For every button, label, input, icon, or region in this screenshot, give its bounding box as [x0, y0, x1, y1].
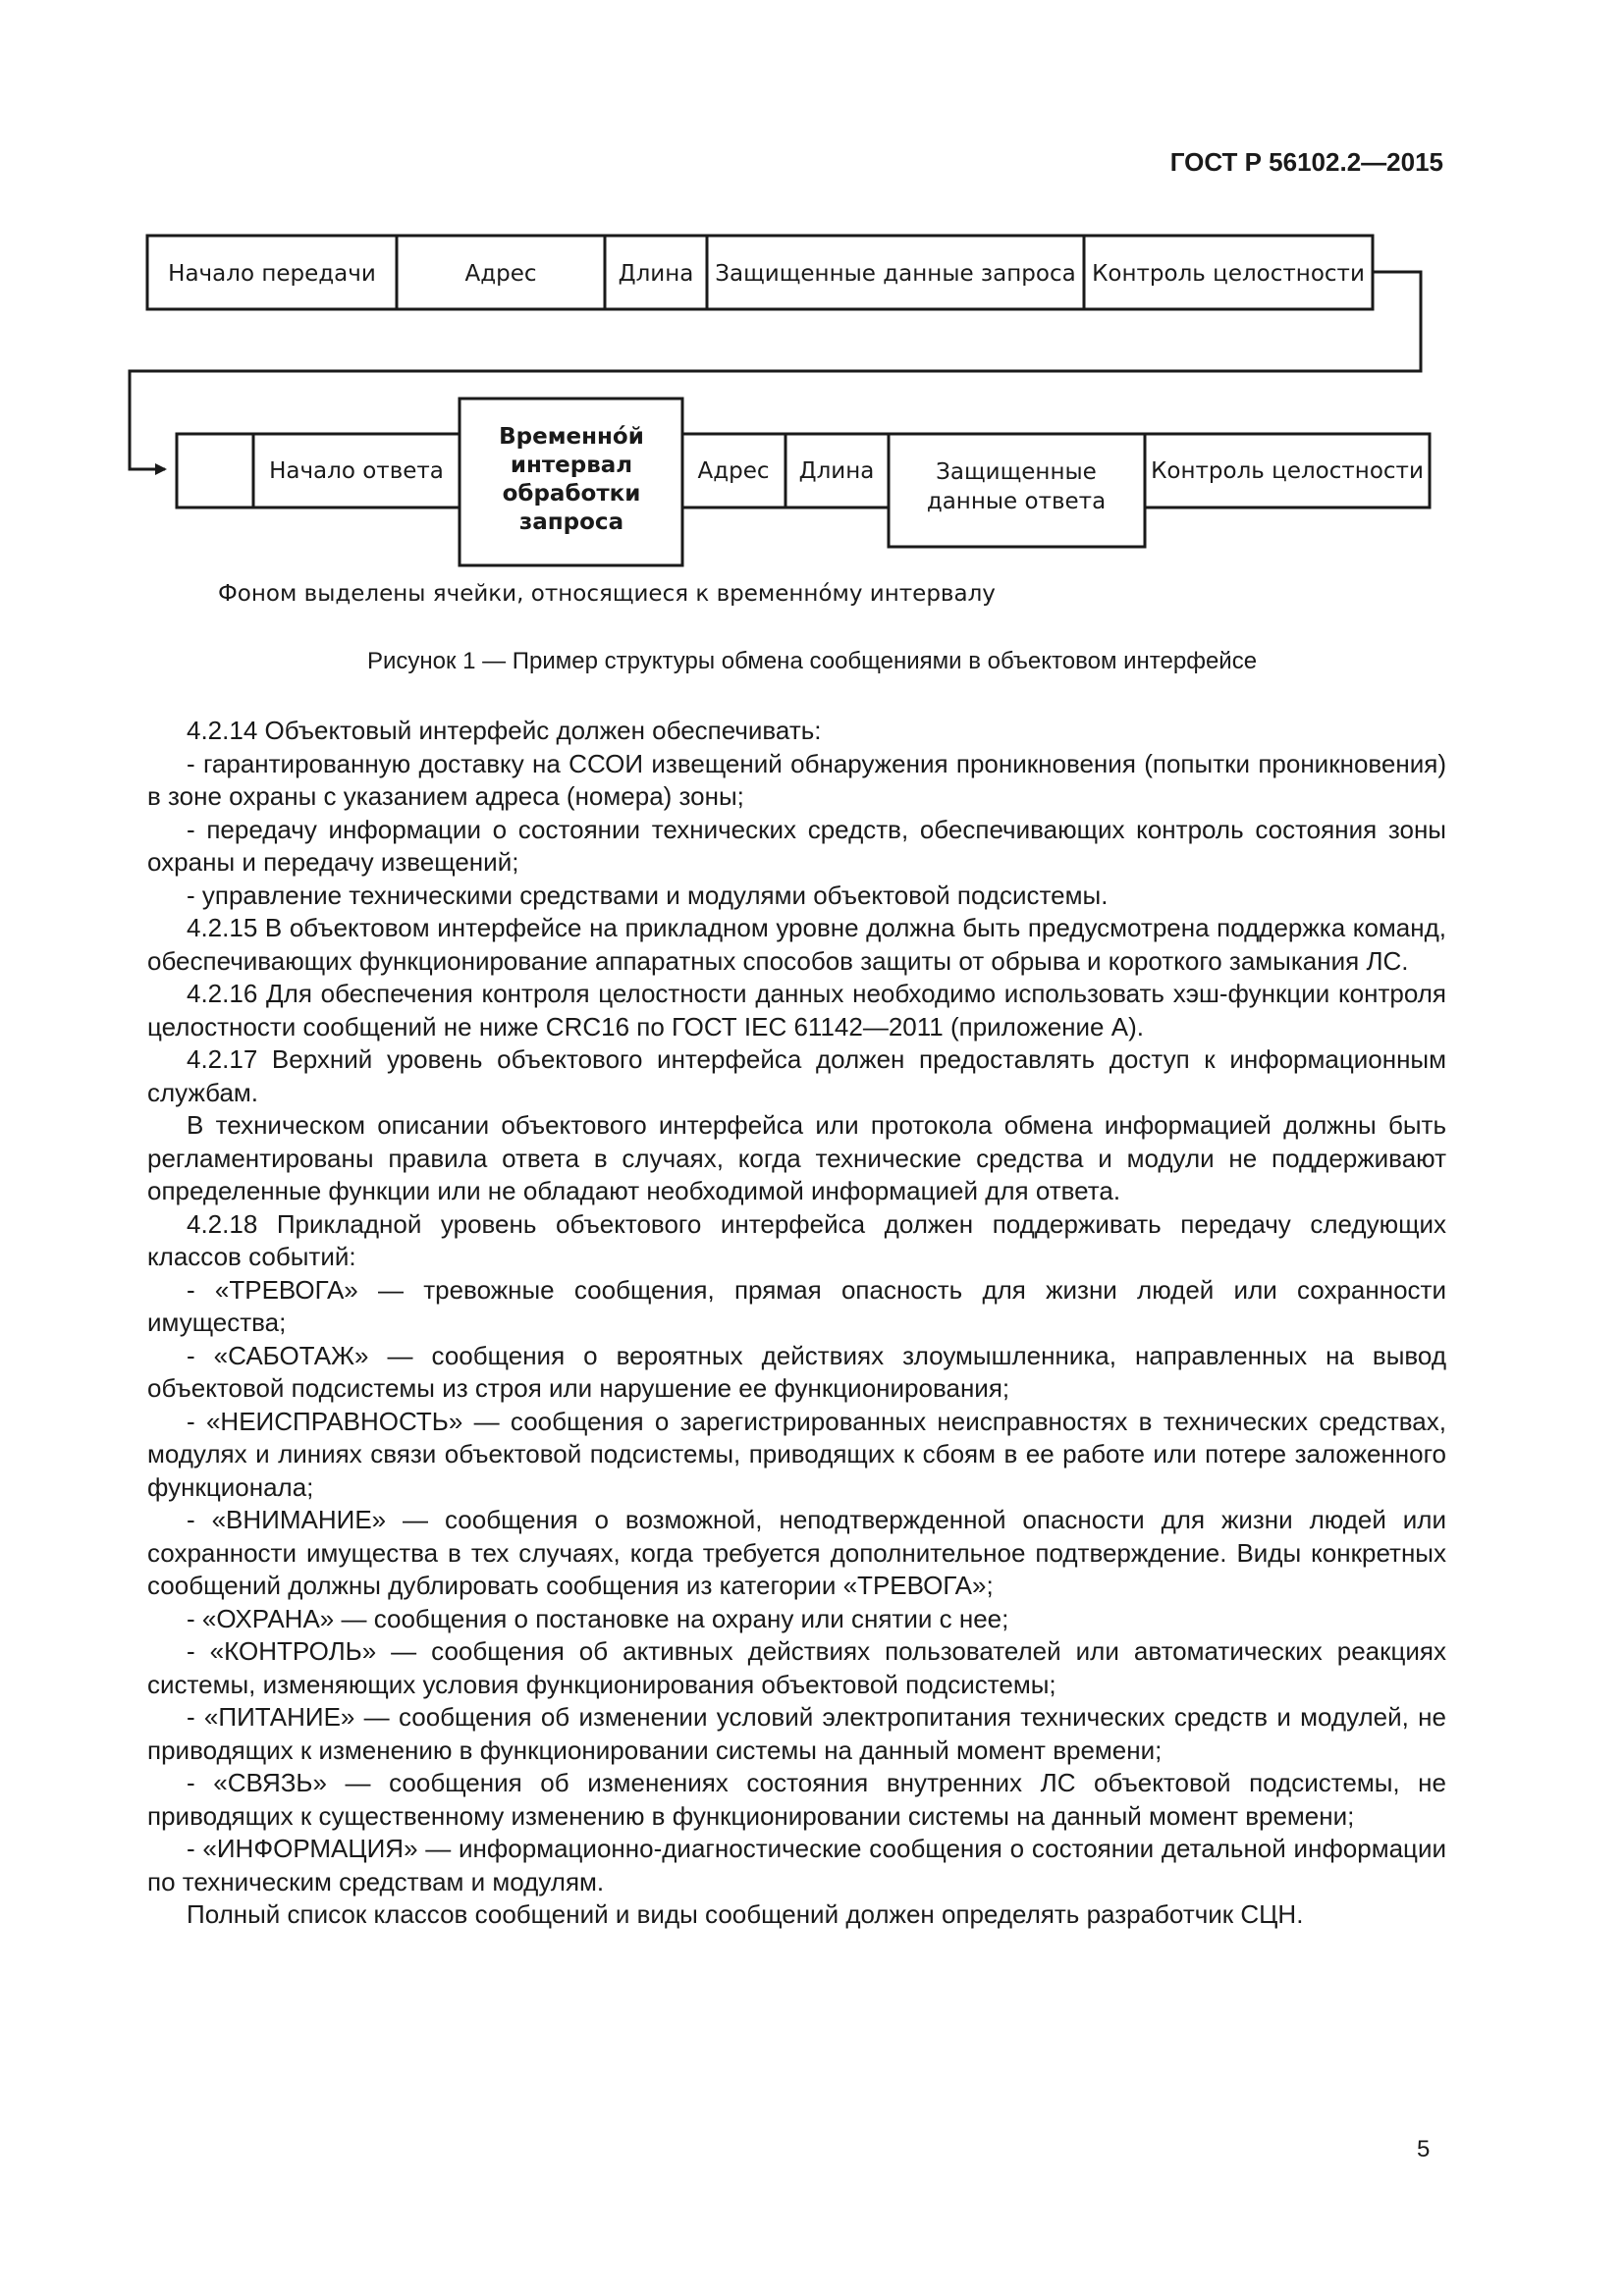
page-number: 5 — [1417, 2136, 1431, 2163]
figure-caption: Рисунок 1 — Пример структуры обмена сообщениями в объектовом интерфейсе — [366, 648, 1258, 674]
cell-response-integrity: Контроль целостности — [1151, 458, 1424, 484]
list-item: - гарантированную доставку на ССОИ извещений обнаружения проникновения (попытки проникновения) в зоне охраны с указанием адреса (номера) зоны; — [147, 748, 1446, 811]
cell-response-start: Начало ответа — [269, 458, 444, 484]
cell-transmission-start: Начало передачи — [168, 261, 376, 287]
cell-processing-interval-line-1: Временнóй — [499, 424, 644, 450]
paragraph: 4.2.16 Для обеспечения контроля целостности данных необходимо использовать хэш-функции контроля целостности сообщений не ниже CRC16 по ГОСТ IEC 61142—2011 (приложение А). — [147, 979, 1446, 1041]
cell-protected-response-data-line-1: Защищенные — [936, 459, 1097, 485]
cell-processing-interval-line-4: запроса — [518, 509, 624, 535]
list-item: - передачу информации о состоянии технических средств, обеспечивающих контроль состояния зоны охраны и передачу извещений; — [147, 814, 1446, 877]
diagram-note: Фоном выделены ячейки, относящиеся к временнóму интервалу — [218, 581, 996, 607]
paragraph: 4.2.18 Прикладной уровень объектового интерфейса должен поддерживать передачу следующих классов событий: — [147, 1208, 1446, 1271]
cell-request-integrity: Контроль целостности — [1092, 261, 1365, 287]
list-item: - «КОНТРОЛЬ» — сообщения об активных действиях пользователей или автоматических реакциях системы, изменяющих условия функционирования объектовой подсистемы; — [147, 1636, 1446, 1699]
message-structure-diagram — [0, 0, 1624, 609]
paragraph: 4.2.14 Объектовый интерфейс должен обеспечивать: — [187, 716, 822, 745]
paragraph: 4.2.15 В объектовом интерфейсе на прикладном уровне должна быть предусмотрена поддержка команд, обеспечивающих функционирование аппаратных способов защиты от обрыва и короткого замыкания ЛС. — [147, 913, 1446, 976]
list-item: - «СВЯЗЬ» — сообщения об изменениях состояния внутренних ЛС объектовой подсистемы, не приводящих к существенному изменению в функционировании системы на данный момент времени; — [147, 1768, 1446, 1831]
list-item: - «ИНФОРМАЦИЯ» — информационно-диагностические сообщения о состоянии детальной информации по техническим средствам и модулям. — [147, 1834, 1446, 1896]
cell-response-address: Адрес — [697, 458, 770, 484]
document-code: ГОСТ Р 56102.2—2015 — [1169, 147, 1443, 177]
list-item: - «ТРЕВОГА» — тревожные сообщения, прямая опасность для жизни людей или сохранности имущества; — [147, 1274, 1446, 1337]
paragraph: В техническом описании объектового интерфейса или протокола обмена информацией должны быть регламентированы правила ответа в случаях, когда технические средства и модули не поддерживают определенные функции или не обладают необходимой информацией для ответа. — [147, 1110, 1446, 1205]
list-item: - «САБОТАЖ» — сообщения о вероятных действиях злоумышленника, направленных на вывод объектовой подсистемы из строя или нарушение ее функционирования; — [147, 1340, 1446, 1403]
cell-request-address: Адрес — [464, 261, 537, 287]
cell-response-length: Длина — [798, 458, 875, 484]
list-item: - «ОХРАНА» — сообщения о постановке на охрану или снятии с нее; — [187, 1603, 1009, 1633]
cell-processing-interval-line-2: интервал — [510, 453, 633, 478]
cell-protected-request-data: Защищенные данные запроса — [715, 261, 1076, 287]
paragraph: 4.2.17 Верхний уровень объектового интерфейса должен предоставлять доступ к информационным службам. — [147, 1044, 1446, 1107]
cell-protected-response-data-line-2: данные ответа — [926, 489, 1107, 514]
cell-processing-interval-line-3: обработки — [502, 481, 641, 507]
list-item: - «ВНИМАНИЕ» — сообщения о возможной, неподтвержденной опасности для жизни людей или сохранности имущества в тех случаях, когда требуется дополнительное подтверждение. Виды конкретных сообщений должны дублировать сообщения из категории «ТРЕВОГА»; — [147, 1505, 1446, 1600]
cell-request-length: Длина — [618, 261, 694, 287]
list-item: - «НЕИСПРАВНОСТЬ» — сообщения о зарегистрированных неисправностях в технических средствах, модулях и линиях связи объектовой подсистемы, приводящих к сбоям в ее работе или потере заложенного функционала; — [147, 1406, 1446, 1502]
body-text — [147, 715, 1446, 1932]
list-item: - управление техническими средствами и модулями объектовой подсистемы. — [187, 880, 1109, 910]
list-item: - «ПИТАНИЕ» — сообщения об изменении условий электропитания технических средств и модулей, не приводящих к изменению в функционировании системы на данный момент времени; — [147, 1702, 1446, 1765]
paragraph: Полный список классов сообщений и виды сообщений должен определять разработчик СЦН. — [187, 1899, 1304, 1929]
